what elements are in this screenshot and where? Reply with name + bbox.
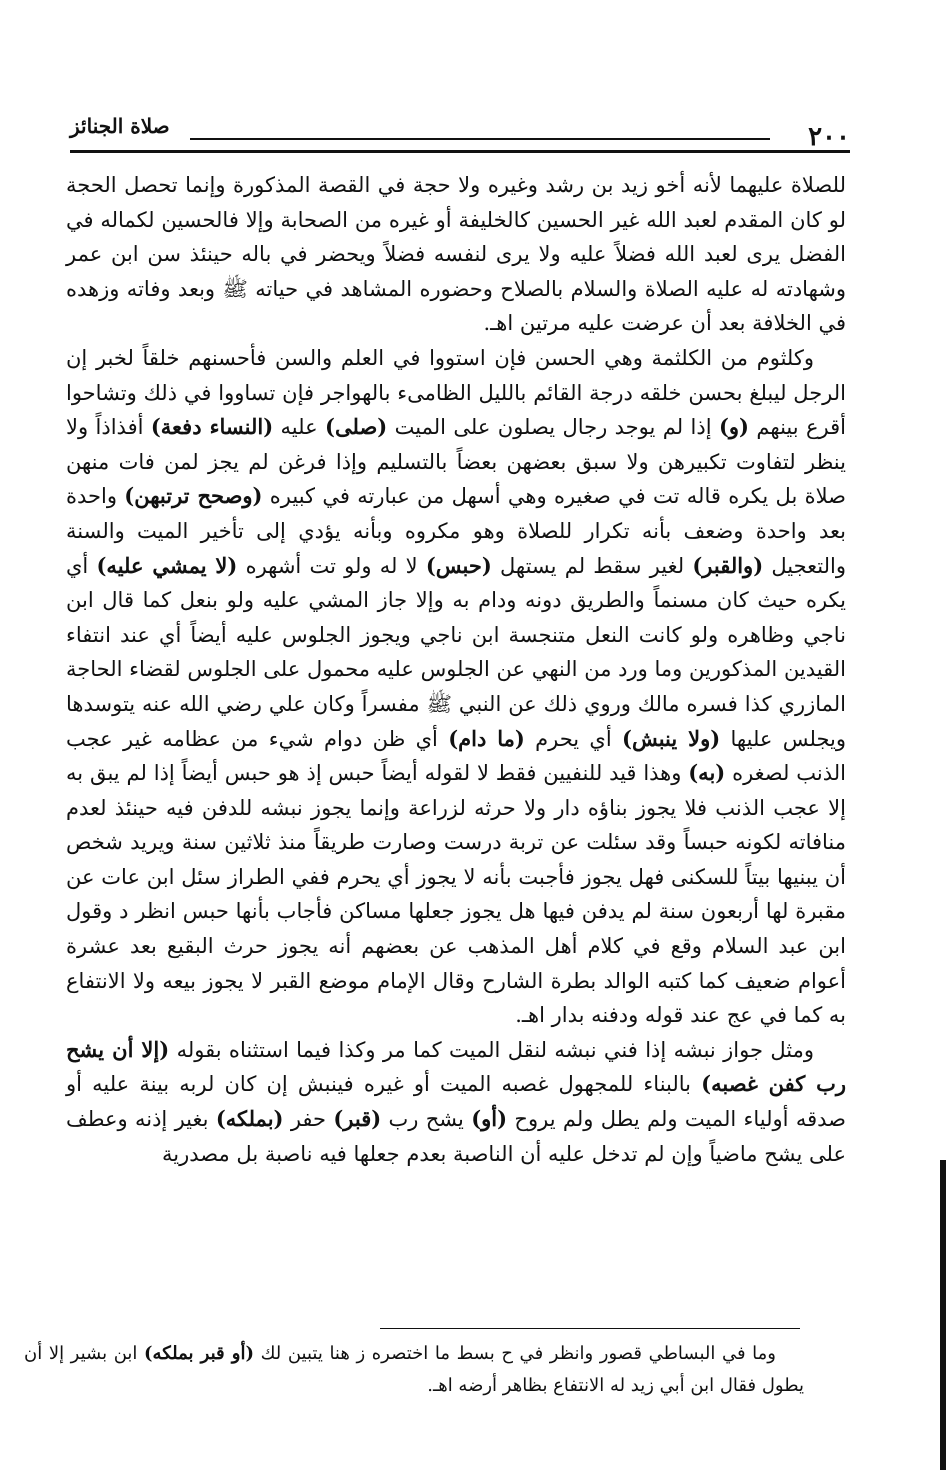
- p2-bold: (النساء دفعة): [150, 414, 274, 440]
- p2-text: إذا لم يوجد رجال يصلون على الميت: [387, 415, 719, 440]
- p3-text: بغير إذنه وعطف على يشح ماضياً وإن لم تدخل عليه أن الناصبة بعدم جعلها فيه ناصبة بل مصدرية: [66, 1107, 846, 1166]
- p2-text: واحدة بعد واحدة وضعف بأنه تكرار للصلاة وهو مكروه وبأنه يؤدي إلى تأخير الميت والسنة والتعجيل: [66, 484, 846, 578]
- p2-text: أي يحرم: [524, 726, 623, 751]
- p2-text: وهذا قيد للنفيين فقط لا لقوله أيضاً حبس إذ هو حبس أيضاً إذا لم يبق به إلا عجب الذنب فلا يجوز بناؤه دار ولا حرثه لزراعة وإنما يجوز نبشه للدفن فيه حينئذ لعدم منافاته لكونه حبساً وقد سئلت عن تربة درست وصارت طريقاً منذ ثلاثين سنة ويريد شخص أن يبنيها بيتاً للسكنى فهل يجوز فأجبت بأنه لا يجوز أي يحرم ففي الطراز سئل ابن عات عن مقبرة لها أربعون سنة لم يدفن فيها هل يجوز جعلها مساكن فأجاب بأنها حبس انظر د وقول ابن عبد السلام وقع في كلام أهل المذهب عن بعضهم أنه يجوز حرث البقيع بعد عشرة أعوام ضعيف كما كتبه الوالد بطرة الشارح وقال الإمام موضع القبر لا يجوز بيعه ولا الانتفاع به كما في عج عند قوله ودفنه بدار اهـ.: [66, 761, 846, 1028]
- footnote-text: وما في البساطي قصور وانظر في ح بسط ما اختصره ز هنا يتبين لك: [253, 1343, 776, 1364]
- p2-bold: (ما دام): [448, 725, 525, 751]
- p2-bold: (وصحح ترتبهن): [124, 483, 263, 509]
- footnote-text: ابن بشير إلا أن يطول فقال ابن أبي زيد له الانتفاع بظاهر أرضه اهـ.: [24, 1343, 804, 1396]
- p2-bold: (به): [688, 760, 726, 786]
- p2-text: وكلثوم من الكلثمة وهي الحسن فإن استووا في العلم والسن فأحسنهم خلقاً لخبر إن الرجل ليبلغ بحسن خلقه درجة القائم بالليل الظامىء بالهواجر فإن تساووا في ذلك وتشاحوا أقرع بينهم: [66, 345, 846, 440]
- p2-text: أي يكره حيث كان مسنماً والطريق دونه ودام به وإلا جاز المشي عليه ولو بنعل كما قال ابن ناجي وظاهره ولو كانت النعل متنجسة ابن ناجي ويجوز الجلوس عليه أيضاً أي عند انتفاء القيدين المذكورين وما ورد من النهي عن الجلوس عليه محمول على الجلوس لقضاء الحاجة المازري كذا فسره مالك وروي ذلك عن النبي ﷺ مفسراً وكان علي رضي الله عنه يتوسدها ويجلس عليها: [66, 553, 846, 751]
- p2-bold: (حبس): [425, 552, 492, 578]
- paragraph-3: [66, 1033, 846, 1171]
- p1-text: للصلاة عليهما لأنه أخو زيد بن رشد وغيره ولا حجة في القصة المذكورة وإنما تحصل الحجة لو كان المقدم لعبد الله غير الحسين كالخليفة أو غيره من الصحابة وإلا فالحسين لكماله في الفضل يرى لعبد الله فضلاً عليه ولا يرى لنفسه فضلاً ويحضر في باله حينئذ سن ابن عمر وشهادته له عليه الصلاة والسلام بالصلاح وحضوره المشاهد في حياته ﷺ وبعد وفاته وزهده في الخلافة بعد أن عرضت عليه مرتين اهـ.: [66, 173, 846, 336]
- p2-text: لغير سقط لم يستهل: [491, 553, 693, 578]
- p2-text: عليه: [273, 415, 326, 440]
- scan-page-edge: [940, 1160, 946, 1470]
- p3-text: ومثل جواز نبشه إذا فني نبشه لنقل الميت كما مر وكذا فيما استثناه بقوله: [169, 1037, 814, 1062]
- p3-text: يشح رب: [381, 1107, 472, 1132]
- p2-text: لا له ولو تت أشهره: [237, 553, 426, 578]
- footnote-separator: [380, 1328, 800, 1329]
- p2-bold: (صلى): [325, 414, 388, 440]
- p3-text: بالبناء للمجهول غصبه الميت أو غيره فينبش إن كان لربه بينة عليه أو صدقه أولياء الميت ولم يطل ولم يروح: [66, 1072, 846, 1132]
- p2-bold: (و): [718, 414, 749, 440]
- page-number: ٢٠٠: [808, 122, 850, 152]
- p3-bold: (بملكه): [215, 1106, 284, 1132]
- p2-text: أي ظن دوام شيء من عظامه غير عجب الذنب لصغره: [66, 726, 846, 786]
- page-header: [70, 100, 850, 152]
- p2-bold: (ولا ينبش): [622, 725, 721, 751]
- footnote-paragraph: [24, 1338, 804, 1402]
- p3-text: حفر: [283, 1107, 334, 1132]
- footnote: [24, 1338, 804, 1402]
- header-rule-thick: [70, 150, 850, 153]
- main-text: [66, 168, 846, 1171]
- paragraph-1: [66, 168, 846, 341]
- p3-bold: (أو): [471, 1106, 508, 1132]
- p2-bold: (لا يمشي عليه): [96, 552, 238, 578]
- footnote-bold: (أو قبر بملكه): [144, 1343, 254, 1364]
- p2-text: أفذاذاً ولا ينظر لتفاوت تكبيرهن ولا سبق بعضهن بعضاً بالتسليم وإذا فرغن لم يجز لمن فات منهن صلاة بل يكره قاله تت في صغيره وهي أسهل من عبارته في كبيره: [66, 415, 846, 509]
- header-rule-thin: [190, 138, 770, 140]
- p2-bold: (والقبر): [692, 552, 764, 578]
- p3-bold: (قبر): [333, 1106, 382, 1132]
- paragraph-2: [66, 341, 846, 1033]
- running-title: صلاة الجنائز: [70, 114, 170, 138]
- p3-bold: (إلا أن يشح رب كفن غصبه): [66, 1036, 846, 1097]
